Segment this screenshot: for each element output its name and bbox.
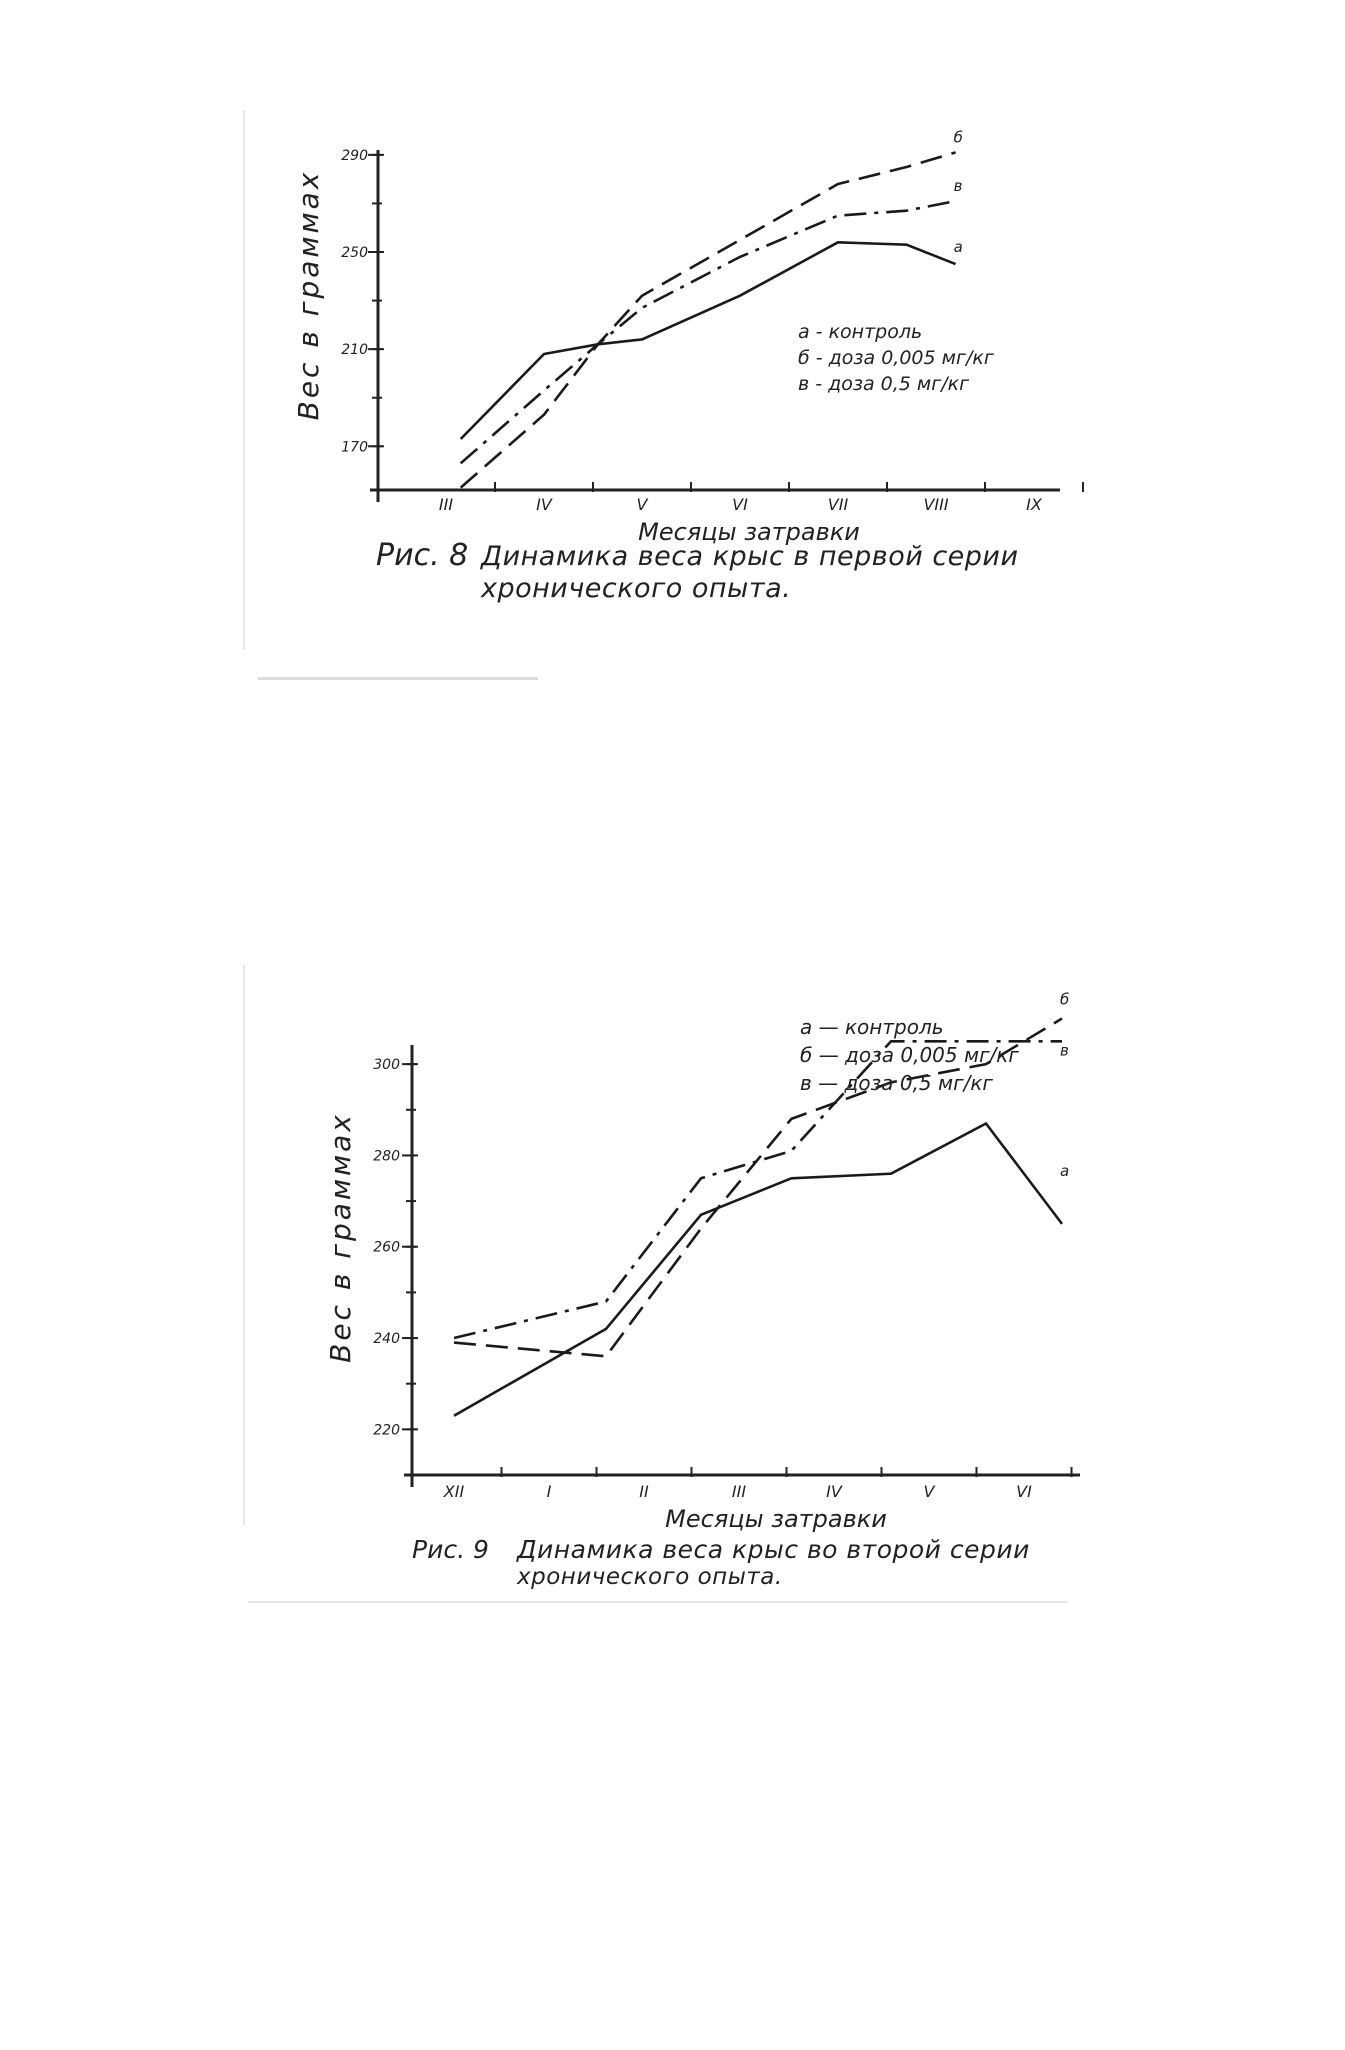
series-line-б (454, 1019, 1062, 1357)
series-end-label-б: б (1060, 990, 1070, 1009)
series-line-б (461, 152, 956, 487)
x-tick-label: IV (536, 495, 552, 514)
series-end-label-а: а (1060, 1161, 1070, 1180)
x-tick-label: V (923, 1482, 935, 1501)
x-tick-label: VI (732, 495, 748, 514)
x-tick-label: V (636, 495, 648, 514)
x-tick-label: I (546, 1482, 552, 1501)
figure-9-title-line2: хронического опыта. (517, 1564, 783, 1590)
x-axis-title: Месяцы затравки (638, 518, 860, 546)
x-tick-label: VI (1016, 1482, 1032, 1501)
x-tick-label: IV (826, 1482, 842, 1501)
legend-entry: в - доза 0,5 мг/кг (798, 373, 970, 395)
x-tick-label: III (731, 1482, 747, 1501)
series-end-label-а: а (953, 238, 963, 257)
x-tick-label: VII (827, 495, 849, 514)
figure-9-title: Динамика веса крыс во второй серии (517, 1535, 1030, 1564)
scan-edge-left-bottom (243, 965, 245, 1525)
figure-8-title: Динамика веса крыс в первой серии (481, 541, 1019, 572)
y-axis-title: Вес в граммах (324, 1112, 357, 1363)
legend-entry: а — контроль (800, 1015, 944, 1039)
series-end-label-б: б (953, 128, 963, 147)
y-tick-label: 280 (373, 1148, 400, 1165)
series-line-а (461, 242, 956, 439)
legend-entry: б - доза 0,005 мг/кг (798, 347, 994, 369)
figure-9-label: Рис. 9 (412, 1535, 489, 1564)
y-tick-label: 170 (341, 439, 368, 456)
x-tick-label: II (639, 1482, 649, 1501)
y-tick-label: 290 (341, 147, 368, 164)
y-tick-label: 210 (341, 342, 368, 359)
legend-entry: а - контроль (798, 321, 923, 343)
y-tick-label: 250 (341, 245, 368, 261)
scan-edge-bottom-top (258, 677, 538, 680)
scan-edge-left-top (243, 110, 245, 650)
chart-0 (292, 128, 1083, 546)
figure-9-caption (412, 1535, 1112, 1590)
y-tick-label: 220 (373, 1422, 400, 1439)
chart-1 (324, 990, 1080, 1533)
series-end-label-в: в (953, 177, 963, 195)
series-line-в (454, 1041, 1062, 1338)
x-tick-label: III (438, 495, 454, 514)
series-end-label-в: в (1060, 1041, 1069, 1060)
y-axis-title: Вес в граммах (292, 169, 325, 421)
y-tick-label: 300 (373, 1057, 400, 1074)
figure-8-caption (376, 538, 1076, 604)
legend-entry: в — доза 0,5 мг/кг (800, 1071, 993, 1095)
x-tick-label: XII (443, 1482, 465, 1501)
y-tick-label: 240 (373, 1331, 400, 1348)
figure-8-label: Рис. 8 (376, 538, 469, 573)
series-line-а (454, 1124, 1062, 1416)
series-line-в (461, 201, 956, 463)
x-axis-title: Месяцы затравки (665, 1505, 887, 1533)
y-tick-label: 260 (373, 1239, 400, 1256)
legend-entry: б — доза 0,005 мг/кг (800, 1043, 1019, 1067)
scan-edge-bottom-bottom (248, 1601, 1068, 1603)
x-tick-label: VIII (923, 495, 949, 514)
figure-8-title-line2: хронического опыта. (481, 573, 792, 604)
x-tick-label: IX (1026, 495, 1042, 514)
